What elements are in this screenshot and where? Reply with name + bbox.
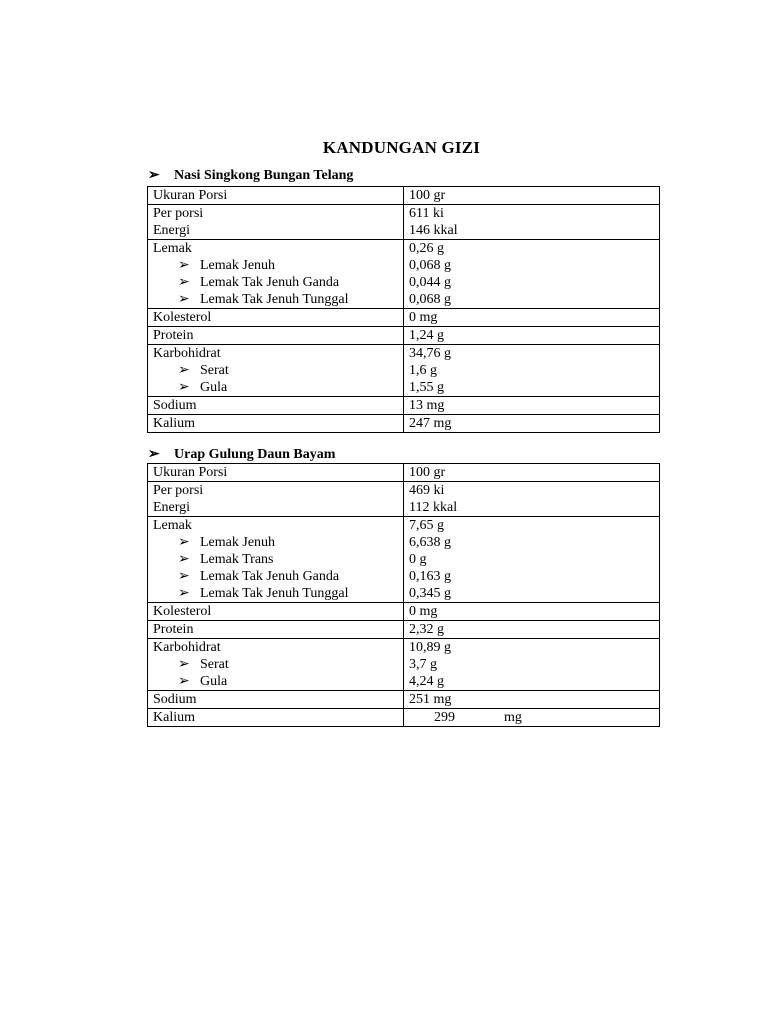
table-row (148, 482, 660, 517)
energi-label: Energi (153, 500, 191, 515)
row-value: 0 mg (404, 309, 660, 327)
row-value: 0,26 g 0,068 g 0,044 g 0,068 g (404, 240, 660, 309)
table-row (148, 691, 660, 709)
arrow-bullet-icon: ➢ (178, 363, 190, 378)
arrow-bullet-icon: ➢ (178, 552, 190, 567)
row-label: Sodium (148, 691, 404, 709)
table-row (148, 639, 660, 691)
table-row (148, 205, 660, 240)
nutrition-table-urap-gulung (147, 463, 660, 727)
arrow-bullet-icon: ➢ (148, 447, 160, 462)
sub-item: ➢ Lemak Tak Jenuh Tunggal (178, 586, 349, 601)
energi-value: 112 kkal (409, 500, 458, 515)
row-label (148, 205, 404, 240)
row-value: 247 mg (404, 415, 660, 433)
sub-item: ➢ Lemak Tak Jenuh Ganda (178, 275, 340, 290)
row-value: 13 mg (404, 397, 660, 415)
sub-item: ➢ Lemak Tak Jenuh Tunggal (178, 292, 349, 307)
row-label: Ukuran Porsi (148, 464, 404, 482)
sub-item: ➢ Gula (178, 674, 228, 689)
row-label: Protein (148, 621, 404, 639)
row-value: 0 mg (404, 603, 660, 621)
row-value: 10,89 g 3,7 g 4,24 g (404, 639, 660, 691)
row-value (404, 709, 660, 727)
sub-item: ➢ Lemak Tak Jenuh Ganda (178, 569, 340, 584)
table-row (148, 327, 660, 345)
row-label: Karbohidrat ➢ Serat ➢ Gula (148, 345, 404, 397)
row-value (404, 205, 660, 240)
table-row (148, 309, 660, 327)
section-heading-nasi-singkong (148, 167, 353, 185)
row-label: Kolesterol (148, 309, 404, 327)
per-porsi-label: Per porsi (153, 206, 204, 221)
row-value: 100 gr (404, 464, 660, 482)
row-label: Kolesterol (148, 603, 404, 621)
arrow-bullet-icon: ➢ (148, 168, 160, 183)
table-row (148, 517, 660, 603)
table-row (148, 345, 660, 397)
sub-item: ➢ Lemak Jenuh (178, 258, 276, 273)
arrow-bullet-icon: ➢ (178, 657, 190, 672)
row-value: 1,24 g (404, 327, 660, 345)
section-heading-text: Nasi Singkong Bungan Telang (174, 168, 354, 183)
row-value: 2,32 g (404, 621, 660, 639)
sub-item: ➢ Gula (178, 380, 228, 395)
row-value: 100 gr (404, 187, 660, 205)
table-row (148, 621, 660, 639)
page-title: KANDUNGAN GIZI (322, 138, 481, 157)
row-value: 251 mg (404, 691, 660, 709)
energi-label: Energi (153, 223, 191, 238)
per-porsi-value: 611 ki (409, 206, 444, 221)
table-row (148, 464, 660, 482)
energi-value: 146 kkal (409, 223, 458, 238)
arrow-bullet-icon: ➢ (178, 674, 190, 689)
arrow-bullet-icon: ➢ (178, 586, 190, 601)
table-row (148, 240, 660, 309)
nutrition-table-nasi-singkong (147, 186, 660, 433)
arrow-bullet-icon: ➢ (178, 569, 190, 584)
row-label: Kalium (148, 709, 404, 727)
kalium-value: 299 mg (434, 710, 522, 725)
sub-item: ➢ Serat (178, 363, 229, 378)
row-value (404, 482, 660, 517)
sub-item: ➢ Lemak Jenuh (178, 535, 276, 550)
row-label (148, 240, 404, 309)
row-label: Ukuran Porsi (148, 187, 404, 205)
arrow-bullet-icon: ➢ (178, 380, 190, 395)
row-label: Lemak ➢ Lemak Jenuh ➢ Lemak Trans ➢ Lemak Tak Jenuh Ganda ➢ Lemak Tak Jenuh Tunggal (148, 517, 404, 603)
sub-item: ➢ Lemak Trans (178, 552, 274, 567)
section-heading-text: Urap Gulung Daun Bayam (174, 447, 336, 462)
table-row (148, 397, 660, 415)
sub-item: ➢ Serat (178, 657, 229, 672)
table-row (148, 603, 660, 621)
arrow-bullet-icon: ➢ (178, 292, 190, 307)
per-porsi-label: Per porsi (153, 483, 204, 498)
lemak-label: Lemak (153, 241, 192, 256)
table-row (148, 709, 660, 727)
arrow-bullet-icon: ➢ (178, 535, 190, 550)
row-label: Karbohidrat ➢ Serat ➢ Gula (148, 639, 404, 691)
row-value: 34,76 g 1,6 g 1,55 g (404, 345, 660, 397)
arrow-bullet-icon: ➢ (178, 258, 190, 273)
section-heading-urap-gulung (148, 446, 335, 464)
row-label: Sodium (148, 397, 404, 415)
row-label (148, 482, 404, 517)
per-porsi-value: 469 ki (409, 483, 445, 498)
row-value: 7,65 g 6,638 g 0 g 0,163 g 0,345 g (404, 517, 660, 603)
row-label: Kalium (148, 415, 404, 433)
table-row (148, 187, 660, 205)
table-row (148, 415, 660, 433)
arrow-bullet-icon: ➢ (178, 275, 190, 290)
row-label: Protein (148, 327, 404, 345)
